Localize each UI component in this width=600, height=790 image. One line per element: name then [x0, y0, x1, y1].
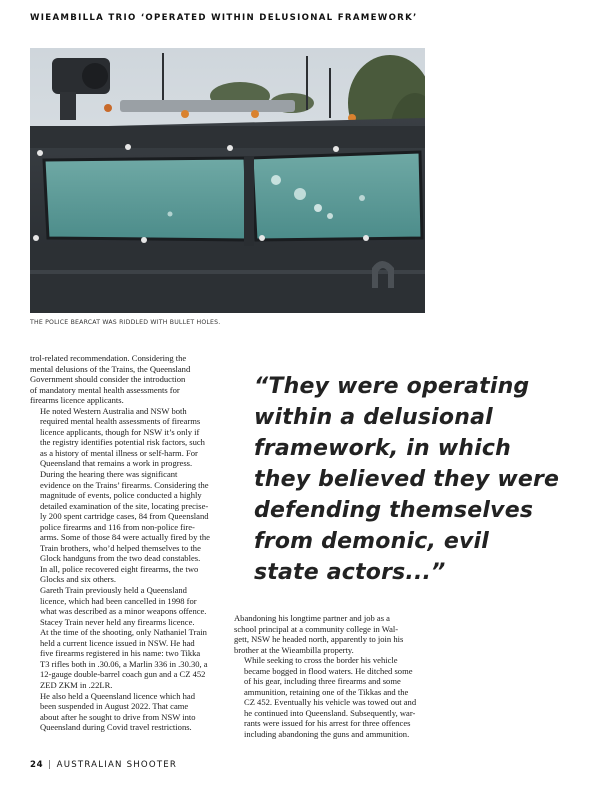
magazine-name: AUSTRALIAN SHOOTER [56, 760, 178, 770]
text-line: ly 200 spent cartridge cases, 84 from Queensland [40, 511, 209, 522]
bearcat-photo [30, 48, 425, 313]
text-line: held a current licence issued in NSW. He had [40, 637, 195, 648]
text-line: required mental health assessments of firearms [40, 416, 201, 427]
text-line: T3 rifles both in .30.06, a Marlin 336 in .30.30, a [40, 658, 208, 669]
quote-line: from demonic, evil [254, 529, 490, 554]
text-line: 12-gauge double-barrel coach gun and a CZ 452 [40, 669, 206, 680]
text-line: of his gear, including three firearms and some [244, 676, 401, 687]
text-line: magnitude of events, police conducted a highly [40, 490, 202, 501]
text-line: police firearms and 116 from non-police fire- [40, 521, 195, 532]
text-line: Queensland that remains a work in progress. [40, 458, 193, 469]
bearcat-image [30, 48, 425, 313]
text-line: Glock handguns from the two dead constables. [40, 553, 201, 564]
text-line: ZED ZKM in .22LR. [40, 679, 113, 690]
text-line: rants were issued for his arrest for three offences [244, 718, 411, 729]
text-line: Queensland during Covid travel restrictions. [40, 722, 192, 733]
text-line: firearms licence applicants. [30, 395, 124, 406]
paragraph [234, 613, 426, 655]
text-line: Gareth Train previously held a Queensland [40, 585, 187, 596]
left-column [30, 353, 227, 733]
text-line: arms. Some of those 84 were actually fired by the [40, 532, 210, 543]
text-line: what was described as a minor weapons offence. [40, 606, 207, 617]
text-line: including abandoning the guns and ammunition. [244, 729, 410, 740]
right-column [234, 613, 426, 740]
photo-caption: THE POLICE BEARCAT WAS RIDDLED WITH BULLET HOLES. [30, 319, 221, 326]
pull-quote [254, 371, 584, 588]
text-line: At the time of the shooting, only Nathaniel Train [40, 627, 207, 638]
text-line: school principal at a community college in Wal- [234, 623, 399, 634]
quote-line: within a delusional [254, 405, 493, 430]
text-line: mental delusions of the Trains, the Queensland [30, 363, 191, 374]
text-line: gett, NSW he headed north, apparently to join his [234, 634, 404, 645]
text-line: Government should consider the introduction [30, 374, 186, 385]
text-line: evidence on the Trains’ firearms. Considering the [40, 479, 209, 490]
quote-line: “They were operating [254, 374, 530, 399]
paragraph [30, 353, 227, 406]
footer-separator: | [48, 760, 52, 770]
quote-line: state actors...” [254, 560, 446, 585]
page-number: 24 [30, 760, 44, 770]
text-line: He noted Western Australia and NSW both [40, 405, 187, 416]
text-line: CZ 452. Eventually his vehicle was towed out and [244, 697, 417, 708]
text-line: the registry identifies potential risk factors, such [40, 437, 205, 448]
text-line: Train brothers, who’d helped themselves to the [40, 542, 201, 553]
text-line: became bogged in flood waters. He ditched some [244, 665, 413, 676]
text-line: of mandatory mental health assessments for [30, 384, 180, 395]
quote-line: defending themselves [254, 498, 534, 523]
running-header: WIEAMBILLA TRIO ‘OPERATED WITHIN DELUSIONAL FRAMEWORK’ [30, 13, 418, 23]
paragraph [234, 655, 426, 739]
paragraph [30, 585, 227, 690]
text-line: Abandoning his longtime partner and job as a [234, 613, 390, 623]
text-line: Stacey Train never held any firearms licence. [40, 616, 195, 627]
quote-line: they believed they were [254, 467, 560, 492]
text-line: brother at the Wieambilla property. [234, 644, 354, 655]
text-line: about after he sought to drive from NSW into [40, 711, 196, 722]
text-line: During the hearing there was significant [40, 469, 178, 480]
text-line: five firearms registered in his name: two Tikka [40, 648, 201, 659]
text-line: licence applicants, though for NSW it’s only if [40, 426, 200, 437]
text-line: as a history of mental illness or self-harm. For [40, 447, 198, 458]
paragraph [30, 469, 227, 585]
text-line: He also held a Queensland licence which had [40, 690, 195, 701]
quote-line: framework, in which [254, 436, 511, 461]
text-line: Glocks and six others. [40, 574, 116, 585]
text-line: While seeking to cross the border his vehicle [244, 655, 398, 666]
text-line: In all, police recovered eight firearms, the two [40, 563, 199, 574]
text-line: trol-related recommendation. Considering the [30, 353, 187, 363]
text-line: ammunition, retaining one of the Tikkas and the [244, 686, 409, 697]
text-line: he continued into Queensland. Subsequently, war- [244, 707, 416, 718]
text-line: been suspended in August 2022. That came [40, 701, 189, 712]
paragraph [30, 691, 227, 733]
paragraph [30, 406, 227, 469]
text-line: detailed examination of the site, locating precise- [40, 500, 209, 511]
page-footer [30, 760, 177, 770]
text-line: licence, which had been cancelled in 1998 for [40, 595, 197, 606]
